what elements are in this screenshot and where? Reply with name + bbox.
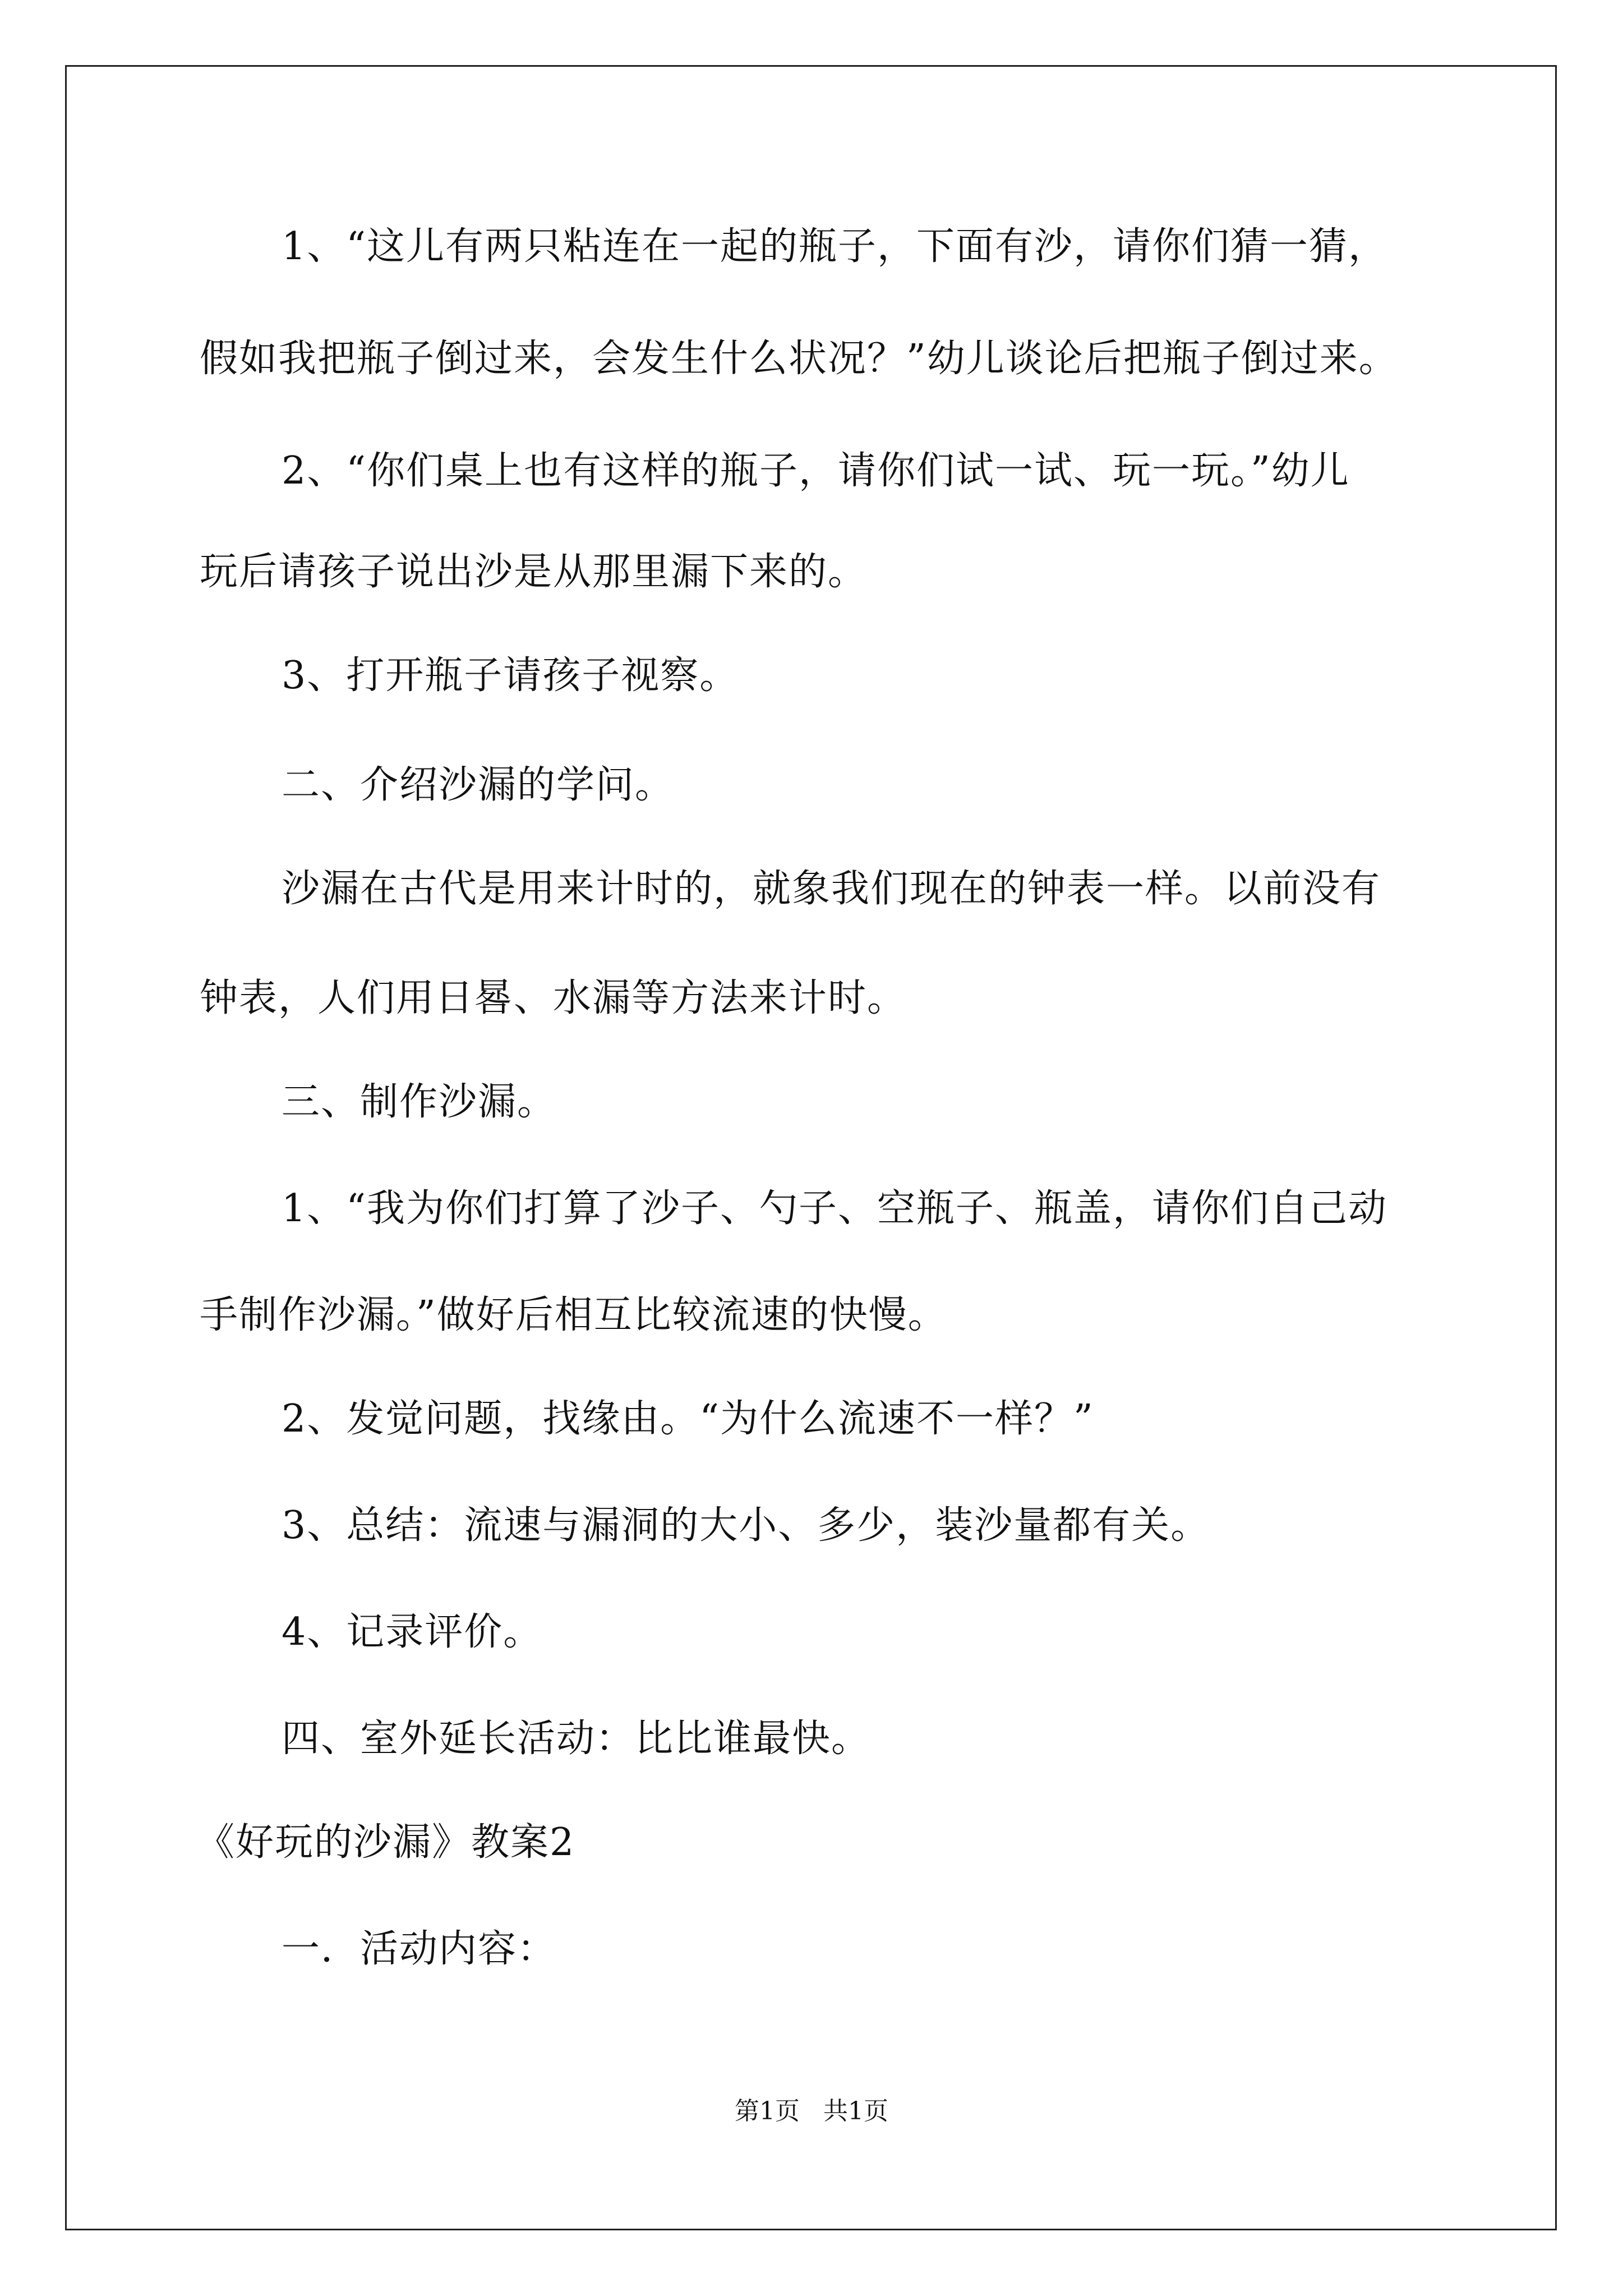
- section-heading: 三、制作沙漏。: [282, 1080, 557, 1124]
- section-heading: 四、室外延长活动：比比谁最快。: [282, 1717, 871, 1761]
- page-border: [65, 65, 1557, 2230]
- paragraph-line: 玩后请孩子说出沙是从那里漏下来的。: [200, 550, 868, 594]
- section-heading: 一．活动内容：: [282, 1927, 557, 1971]
- section-heading: 二、介绍沙漏的学问。: [282, 763, 675, 807]
- paragraph-line: 钟表，人们用日晷、水漏等方法来计时。: [200, 976, 907, 1020]
- paragraph-line: 2、“你们桌上也有这样的瓶子，请你们试一试、玩一玩。”幼儿: [282, 449, 1350, 493]
- paragraph-line: 1、“这儿有两只粘连在一起的瓶子，下面有沙，请你们猜一猜，: [282, 224, 1388, 269]
- paragraph-line: 沙漏在古代是用来计时的，就象我们现在的钟表一样。以前没有: [282, 867, 1381, 911]
- paragraph-line: 2、发觉问题，找缘由。“为什么流速不一样？”: [282, 1397, 1094, 1441]
- paragraph-line: 假如我把瓶子倒过来，会发生什么状况？”幼儿谈论后把瓶子倒过来。: [200, 337, 1398, 381]
- paragraph-line: 1、“我为你们打算了沙子、勺子、空瓶子、瓶盖，请你们自己动: [282, 1186, 1388, 1231]
- paragraph-line: 手制作沙漏。”做好后相互比较流速的快慢。: [200, 1293, 947, 1337]
- paragraph-line: 3、打开瓶子请孩子视察。: [282, 654, 739, 698]
- document-title: 《好玩的沙漏》教案2: [196, 1820, 575, 1865]
- paragraph-line: 4、记录评价。: [282, 1610, 543, 1654]
- paragraph-line: 3、总结：流速与漏洞的大小、多少，装沙量都有关。: [282, 1503, 1210, 1548]
- page-number-footer: 第1页 共1页: [735, 2097, 888, 2125]
